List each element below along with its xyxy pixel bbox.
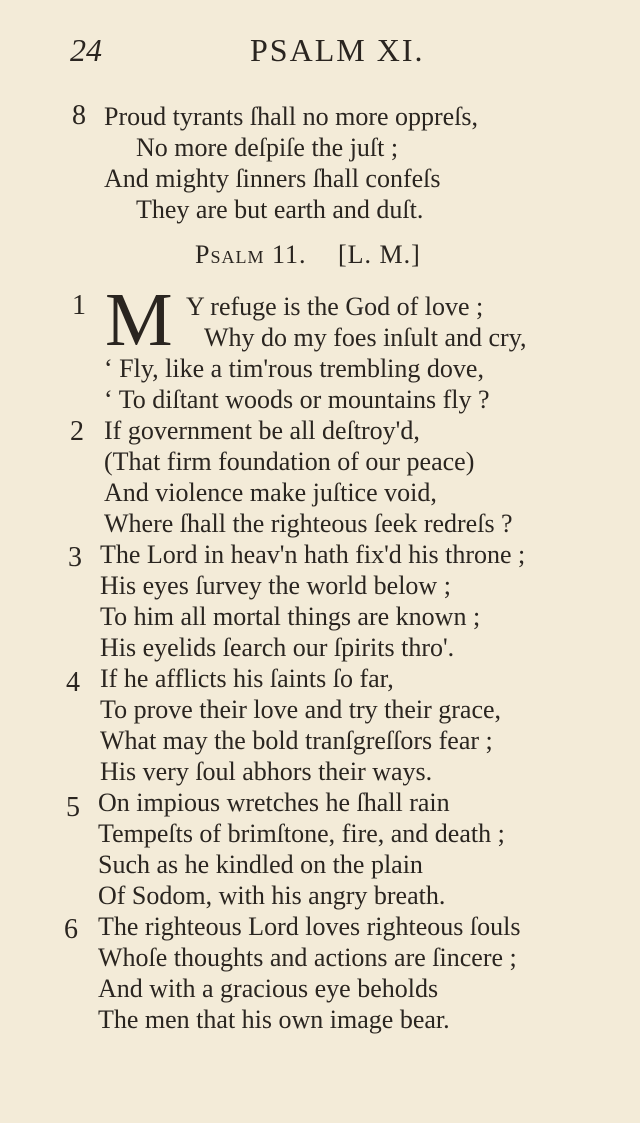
- verse-number: 3: [68, 542, 82, 573]
- verse-line: Of Sodom, with his angry breath.: [98, 881, 446, 910]
- verse-line: (That firm foundation of our peace): [104, 447, 475, 476]
- verse-line: Proud tyrants ſhall no more oppreſs,: [104, 102, 479, 131]
- verse-line: To him all mortal things are known ;: [100, 602, 481, 631]
- verse-line: Such as he kindled on the plain: [98, 850, 423, 879]
- page-header: [0, 28, 640, 72]
- verse-number: 2: [70, 416, 84, 447]
- verse-line: What may the bold tranſgreſſors fear ;: [100, 726, 493, 755]
- running-title: PSALM XI.: [250, 32, 425, 68]
- verse-line: Why do my foes inſult and cry,: [204, 323, 527, 352]
- verse-line: If government be all deſtroy'd,: [104, 416, 420, 445]
- drop-cap: M: [105, 278, 173, 362]
- verse-line: The men that his own image bear.: [98, 1005, 450, 1034]
- verse-number: 8: [72, 100, 86, 131]
- verse-number: 1: [72, 290, 86, 321]
- verse-line: If he afflicts his ſaints ſo far,: [100, 664, 394, 693]
- verse-number: 4: [66, 667, 80, 698]
- verse-line: His eyes ſurvey the world below ;: [100, 571, 451, 600]
- verse-line: They are but earth and duſt.: [136, 195, 424, 224]
- verse-line: And mighty ſinners ſhall confeſs: [104, 164, 441, 193]
- verse-line: Y refuge is the God of love ;: [186, 292, 484, 321]
- psalm-subtitle: [195, 240, 421, 270]
- psalm-heading: Psalm 11.: [195, 240, 307, 269]
- verse-line: Whoſe thoughts and actions are ſincere ;: [98, 943, 517, 972]
- verse-number: 6: [64, 914, 78, 945]
- verse-line: Tempeſts of brimſtone, fire, and death ;: [98, 819, 505, 848]
- page-number: 24: [70, 32, 102, 68]
- verse-line: ‘ Fly, like a tim'rous trembling dove,: [104, 354, 484, 383]
- verse-line: The righteous Lord loves righteous ſouls: [98, 912, 521, 941]
- verse-line: The Lord in heav'n hath fix'd his throne ;: [100, 540, 526, 569]
- verse-line: No more deſpiſe the juſt ;: [136, 133, 399, 162]
- verse-line: On impious wretches he ſhall rain: [98, 788, 450, 817]
- verse-number: 5: [66, 792, 80, 823]
- verse-line: His eyelids ſearch our ſpirits thro'.: [100, 633, 455, 662]
- verse-line: To prove their love and try their grace,: [100, 695, 502, 724]
- verse-line: And violence make juſtice void,: [104, 478, 437, 507]
- verse-line: And with a gracious eye beholds: [98, 974, 439, 1003]
- verse-line: His very ſoul abhors their ways.: [100, 757, 433, 786]
- verse-line: ‘ To diſtant woods or mountains fly ?: [104, 385, 490, 414]
- verse-line: Where ſhall the righteous ſeek redreſs ?: [104, 509, 513, 538]
- metre-label: [L. M.]: [338, 240, 421, 269]
